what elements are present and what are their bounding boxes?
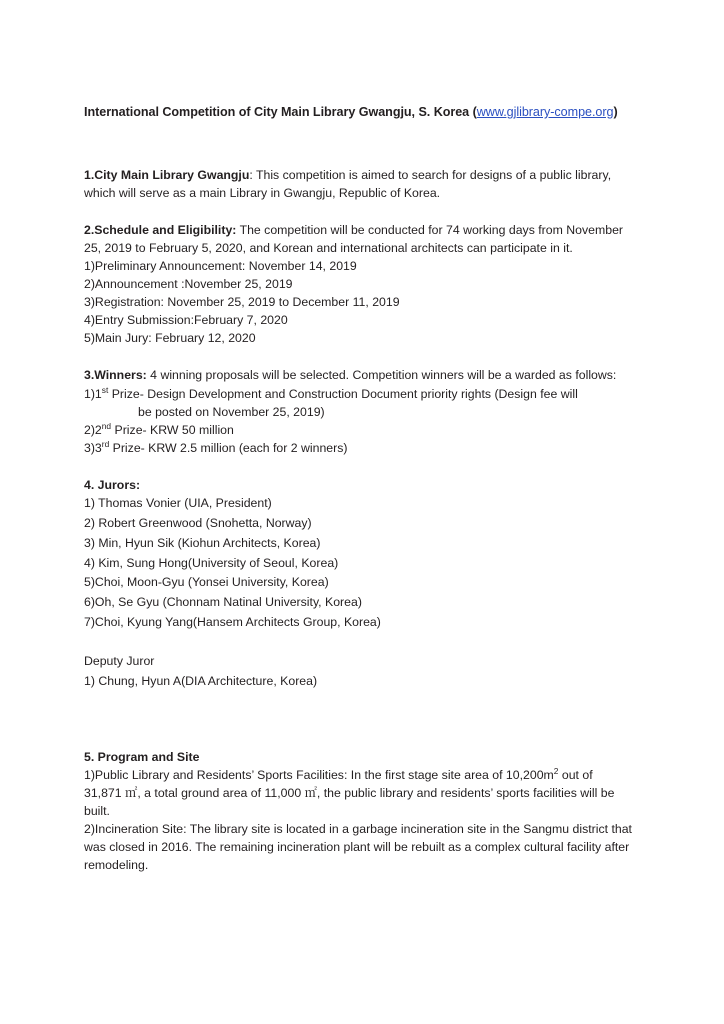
prize-3-post: Prize- KRW 2.5 million (each for 2 winners) (109, 440, 348, 455)
spacer (84, 347, 632, 366)
section-5-item-1 (84, 766, 632, 820)
prize-1-pre: 1)1 (84, 386, 102, 401)
juror-item-6: 6)Oh, Se Gyu (Chonnam Natinal University, Korea) (84, 595, 362, 610)
document-title (84, 104, 632, 122)
section-2-body: The competition will be conducted for 74 working days from November 25, 2019 to February 5, 2020, and Korean and international architects can participate in it. (84, 223, 624, 256)
title-text: International Competition of City Main Library Gwangju, S. Korea (84, 105, 470, 119)
prize-2-ordinal: nd (101, 420, 112, 431)
deputy-juror-label: Deputy Juror (84, 654, 155, 669)
juror-item-2: 2) Robert Greenwood (Snohetta, Norway) (84, 515, 312, 530)
prize-1-ordinal: st (101, 384, 109, 395)
competition-website-link[interactable]: www.gjlibrary-compe.org (476, 105, 614, 119)
section-3-heading: 3.Winners: (84, 368, 147, 383)
section-2-item-4: 4)Entry Submission:February 7, 2020 (84, 313, 288, 328)
section-5-heading: 5. Program and Site (84, 749, 200, 764)
prize-2-pre: 2)2 (84, 422, 102, 437)
section-1-heading: 1.City Main Library Gwangju (84, 167, 250, 182)
section-2-heading: 2.Schedule and Eligibility: (84, 223, 237, 237)
section-2-item-1: 1)Preliminary Announcement: November 14, 2019 (84, 259, 357, 274)
juror-item-5: 5)Choi, Moon-Gyu (Yonsei University, Korea) (84, 575, 329, 590)
section-3-prize-1-cont: be posted on November 25, 2019) (138, 404, 325, 419)
spacer (84, 122, 632, 166)
spacer (84, 202, 632, 221)
title-paren-close: ) (613, 105, 618, 119)
spacer (84, 457, 632, 476)
section-3-prize-2 (84, 421, 632, 439)
section-2 (84, 221, 632, 257)
prize-3-ordinal: rd (101, 438, 110, 449)
spacer (84, 692, 632, 748)
section-3-body: 4 winning proposals will be selected. Competition winners will be a warded as follows: (146, 368, 617, 383)
prize-1-post: Prize- Design Development and Construction Document priority rights (Design fee will (108, 386, 578, 401)
deputy-juror-item-1: 1) Chung, Hyun A(DIA Architecture, Korea) (84, 674, 318, 689)
section-2-item-5: 5)Main Jury: February 12, 2020 (84, 331, 256, 346)
section-3-prize-3 (84, 439, 632, 457)
section-3 (84, 366, 632, 384)
section-2-item-3: 3)Registration: November 25, 2019 to December 11, 2019 (84, 295, 400, 310)
section-4-heading: 4. Jurors: (84, 477, 141, 492)
section-5-item-2: 2)Incineration Site: The library site is located in a garbage incineration site in the Sangmu district that was closed in 2016. The remaining incineration plant will be rebuilt as a complex cultural facility after remodeling. (84, 822, 632, 873)
program-site-post: out of 31,871 ㎡, a total ground area of 11,000 ㎡, the public library and residents’ sports facilities will be built. (84, 768, 615, 819)
spacer (84, 633, 632, 652)
section-2-item-2: 2)Announcement :November 25, 2019 (84, 277, 293, 292)
section-1 (84, 166, 632, 202)
juror-item-3: 3) Min, Hyun Sik (Kiohun Architects, Korea) (84, 535, 321, 550)
juror-item-7: 7)Choi, Kyung Yang(Hansem Architects Group, Korea) (84, 615, 381, 630)
section-3-prize-1 (84, 385, 632, 403)
program-site-pre: 1)Public Library and Residents’ Sports Facilities: In the first stage site area of 10,200m (84, 768, 554, 783)
juror-item-4: 4) Kim, Sung Hong(University of Seoul, Korea) (84, 555, 339, 570)
prize-2-post: Prize- KRW 50 million (111, 422, 234, 437)
document-body (84, 104, 632, 874)
section-1-body: : This competition is aimed to search for designs of a public library, which will serve as a main Library in Gwangju, Republic of Korea. (84, 167, 612, 200)
prize-3-pre: 3)3 (84, 440, 102, 455)
title-paren-open: ( (469, 105, 477, 119)
juror-item-1: 1) Thomas Vonier (UIA, President) (84, 495, 272, 510)
square-meter-superscript: 2 (553, 765, 559, 776)
